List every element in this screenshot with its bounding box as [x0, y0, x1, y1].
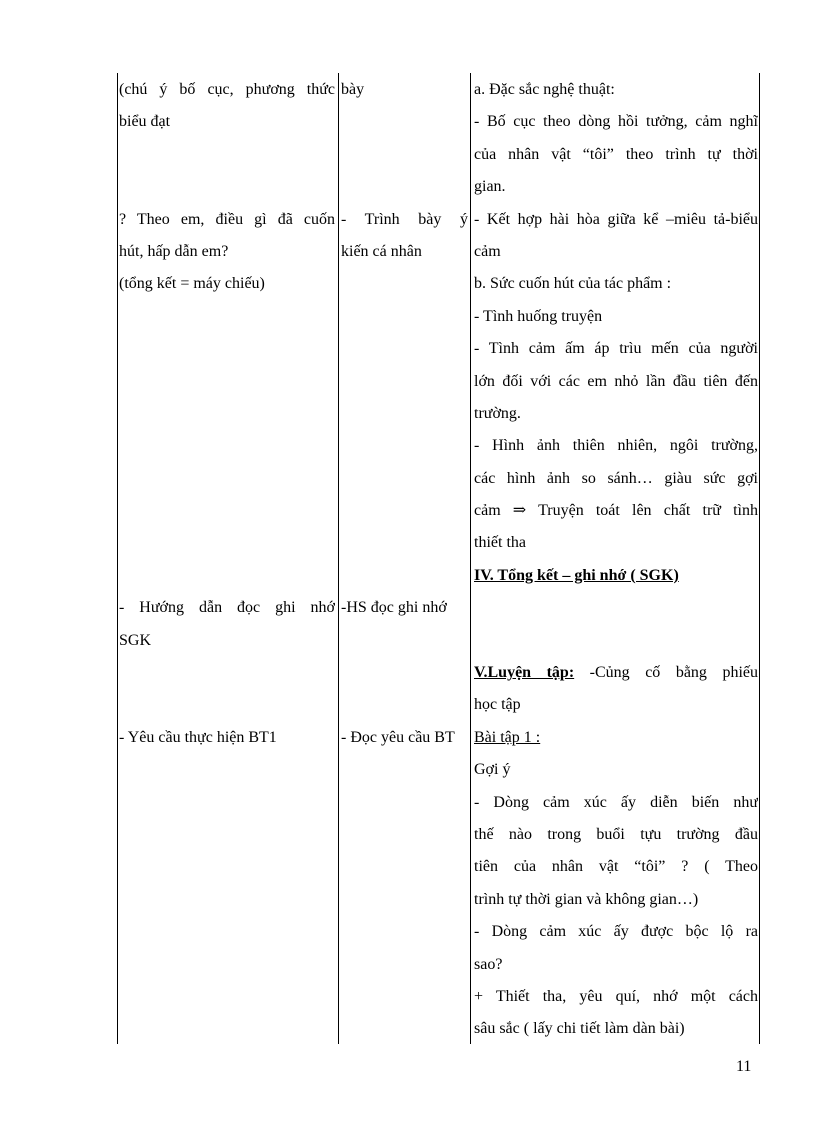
content-line: - Tình huống truyện — [474, 307, 603, 325]
content-line: trường. — [474, 404, 521, 422]
content-line: + Thiết tha, yêu quí, nhớ một cách — [474, 987, 758, 1005]
content-line: thế nào trong buổi tựu trường đầu — [474, 825, 758, 843]
content-line: sâu sắc ( lấy chi tiết làm dàn bài) — [474, 1020, 685, 1038]
student-line: - Trình bày ý — [341, 210, 468, 228]
exercise-heading: Bài tập 1 : — [474, 728, 541, 746]
section-heading-practice-line — [474, 657, 758, 689]
content-line: - Dòng cảm xúc ấy diễn biến như — [474, 793, 758, 811]
content-line: trình tự thời gian và không gian…) — [474, 890, 699, 908]
content-line: tiên của nhân vật “tôi” ? ( Theo — [474, 858, 758, 876]
student-line: - Đọc yêu cầu BT — [341, 728, 455, 746]
student-activity-column — [341, 74, 468, 754]
teacher-line: - Hướng dẫn đọc ghi nhớ — [119, 599, 335, 617]
content-line: Gợi ý — [474, 761, 511, 779]
page-number: 11 — [736, 1058, 752, 1075]
content-line: sao? — [474, 955, 503, 973]
section-heading-practice: V.Luyện tập: — [474, 664, 575, 682]
section-heading-summary: IV. Tổng kết – ghi nhớ ( SGK) — [474, 566, 679, 584]
teacher-line: (tổng kết = máy chiếu) — [119, 275, 265, 293]
table-border-right — [759, 73, 760, 1044]
content-line: các hình ảnh so sánh… giàu sức gợi — [474, 469, 758, 487]
content-line: - Bố cục theo dòng hồi tưởng, cảm nghĩ — [474, 113, 758, 131]
table-border-left — [117, 73, 118, 1044]
teacher-line: (chú ý bố cục, phương thức — [119, 81, 335, 98]
content-line: cảm — [474, 242, 501, 260]
content-line: - Kết hợp hài hòa giữa kể –miêu tả-biểu — [474, 210, 758, 228]
lesson-content-column — [474, 74, 758, 1046]
content-line: của nhân vật “tôi” theo trình tự thời — [474, 145, 758, 163]
content-line: b. Sức cuốn hút của tác phẩm : — [474, 275, 672, 293]
student-line: bày — [341, 81, 365, 98]
content-line: - Dòng cảm xúc ấy được bộc lộ ra — [474, 923, 758, 941]
content-line: học tập — [474, 696, 521, 714]
teacher-line: hút, hấp dẫn em? — [119, 242, 229, 260]
teacher-line: ? Theo em, điều gì đã cuốn — [119, 210, 335, 228]
content-line: a. Đặc sắc nghệ thuật: — [474, 81, 615, 98]
teacher-line: - Yêu cầu thực hiện BT1 — [119, 728, 277, 746]
table-border-col1 — [338, 73, 339, 1044]
content-line: thiết tha — [474, 534, 526, 552]
teacher-line: SGK — [119, 631, 152, 649]
content-line: cảm ⇒ Truyện toát lên chất trữ tình — [474, 502, 758, 520]
content-line: - Tình cảm ấm áp trìu mến của người — [474, 340, 758, 358]
student-line: kiến cá nhân — [341, 242, 422, 260]
table-border-col2 — [470, 73, 471, 1044]
content-line: -Củng cố bằng phiếu — [574, 664, 758, 682]
teacher-line: biểu đạt — [119, 113, 171, 131]
teacher-activity-column — [119, 74, 335, 754]
student-line: -HS đọc ghi nhớ — [341, 599, 447, 617]
content-line: gian. — [474, 178, 506, 196]
content-line: lớn đối với các em nhỏ lần đầu tiên đến — [474, 372, 758, 390]
content-line: - Hình ảnh thiên nhiên, ngôi trường, — [474, 437, 758, 455]
